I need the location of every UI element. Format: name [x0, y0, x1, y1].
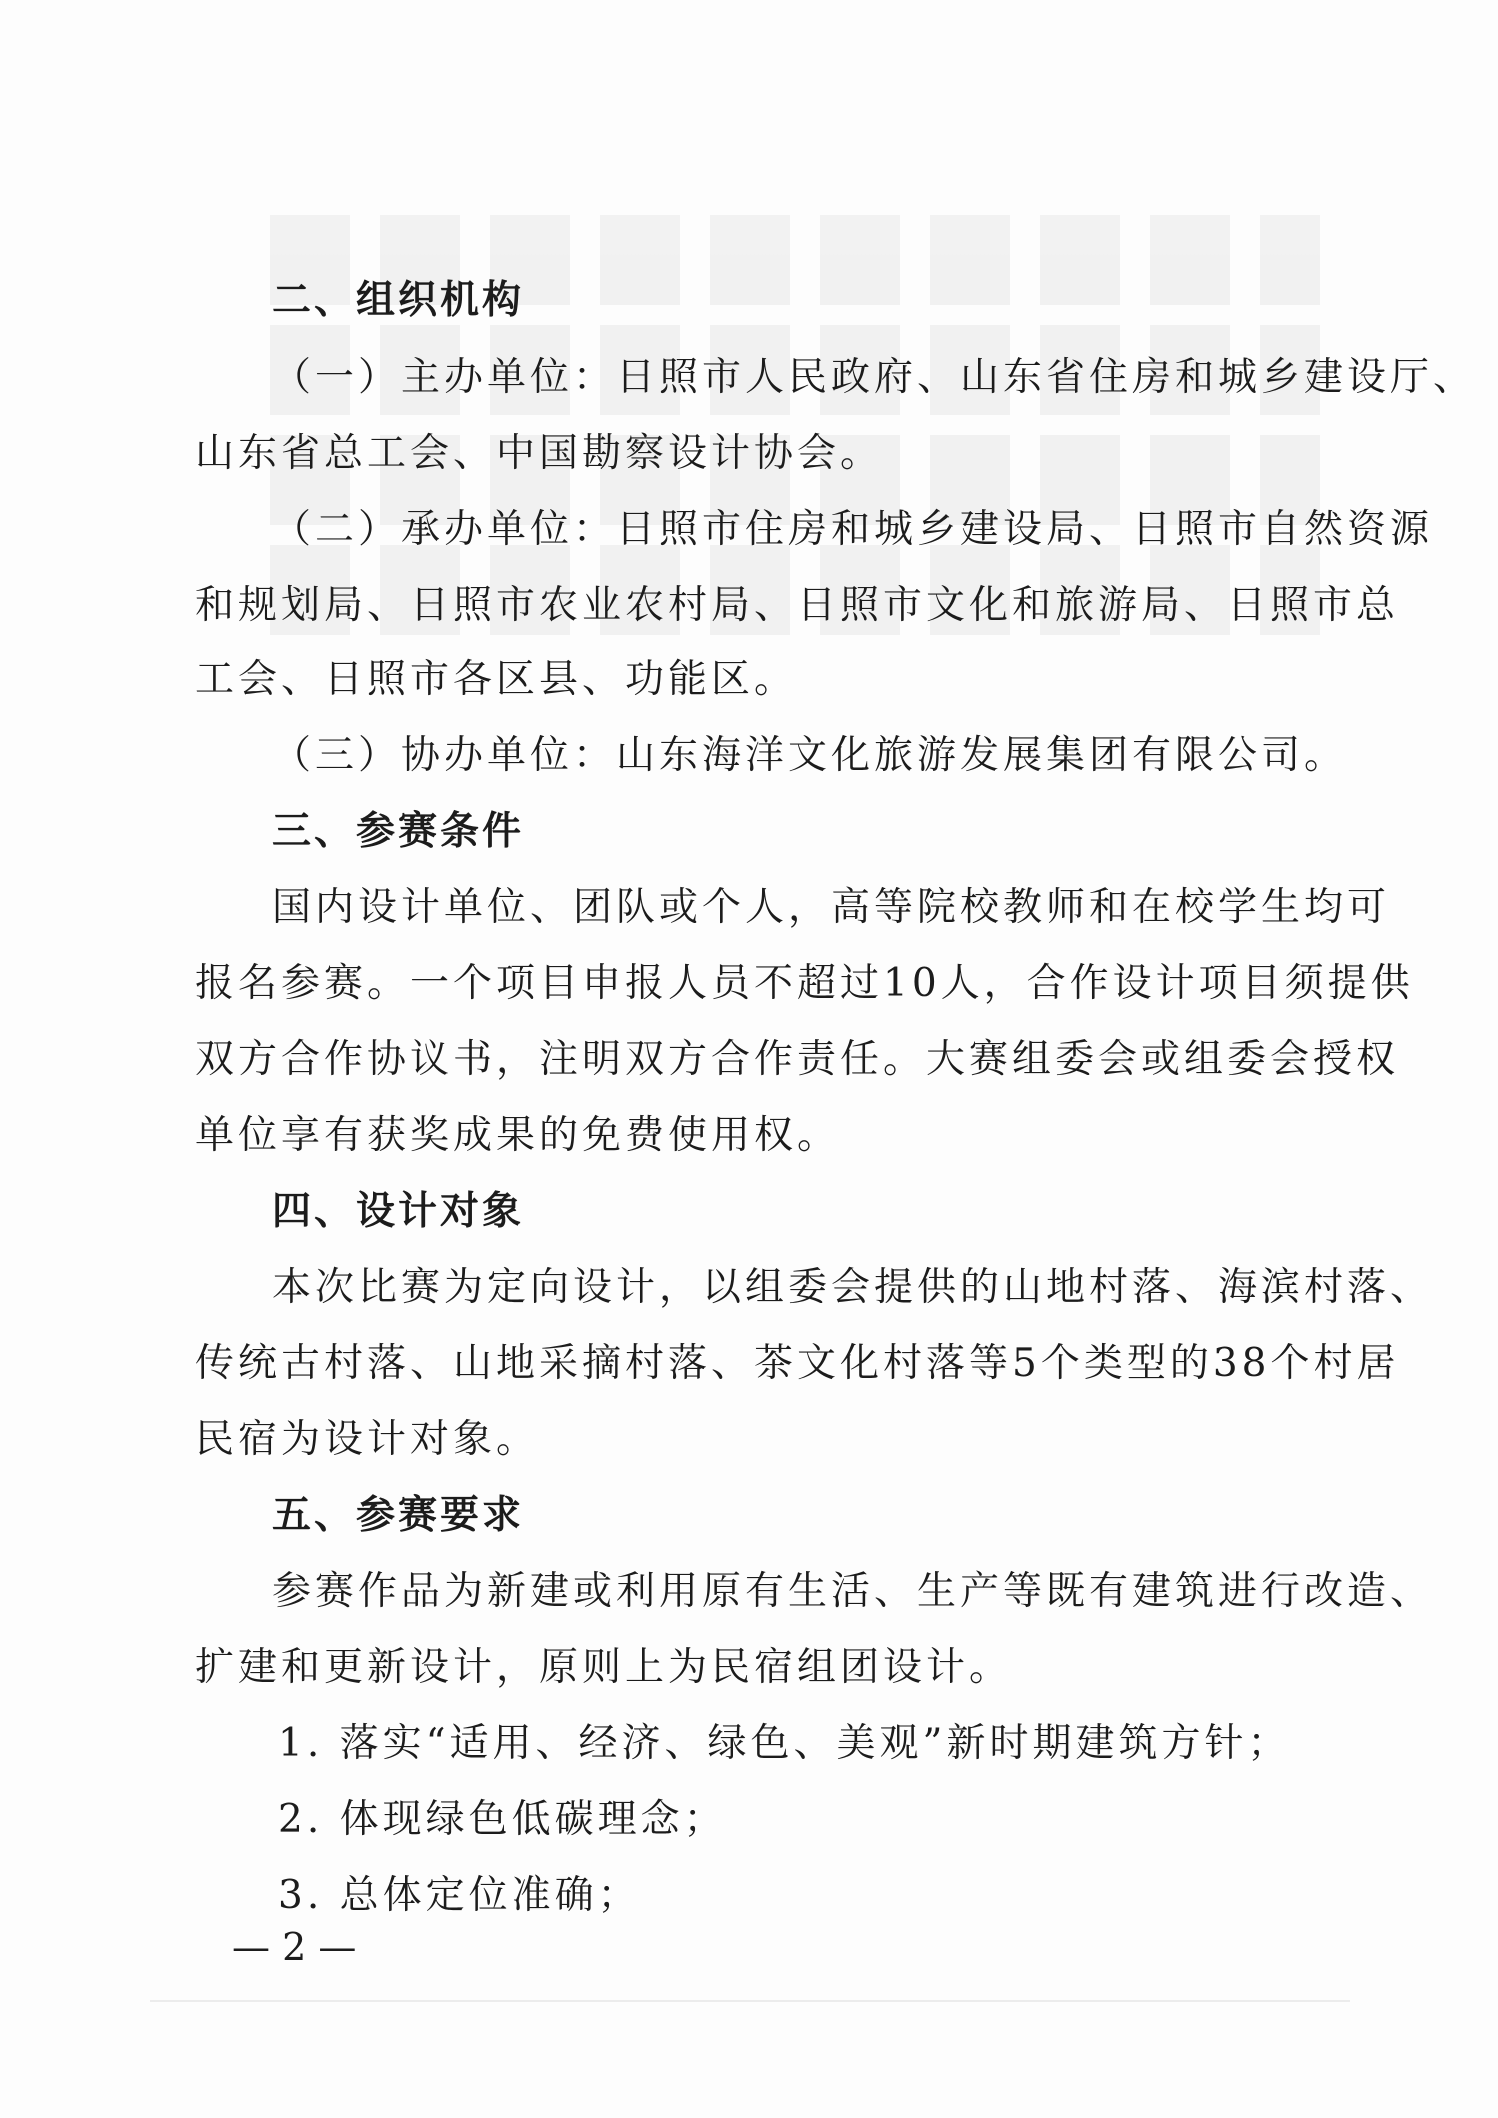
scan-edge-line [150, 2000, 1350, 2002]
requirement-item-1: 1. 落实“适用、经济、绿色、美观”新时期建筑方针； [278, 1721, 1291, 1766]
section-heading-conditions: 三、参赛条件 [272, 809, 525, 854]
objects-line-2: 传统古村落、山地采摘村落、茶文化村落等5个类型的38个村居 [195, 1341, 1400, 1386]
organizer-units-line-1: （二）承办单位：日照市住房和城乡建设局、日照市自然资源 [272, 507, 1434, 552]
host-units-line-2: 山东省总工会、中国勘察设计协会。 [195, 431, 884, 476]
organizer-units-line-3: 工会、日照市各区县、功能区。 [195, 657, 798, 702]
requirement-item-2: 2. 体现绿色低碳理念； [278, 1797, 727, 1842]
co-organizer-line: （三）协办单位：山东海洋文化旅游发展集团有限公司。 [272, 733, 1348, 778]
objects-line-1: 本次比赛为定向设计，以组委会提供的山地村落、海滨村落、 [272, 1265, 1434, 1310]
host-units-line-1: （一）主办单位：日照市人民政府、山东省住房和城乡建设厅、 [272, 355, 1477, 400]
conditions-line-4: 单位享有获奖成果的免费使用权。 [195, 1113, 841, 1158]
conditions-line-2: 报名参赛。一个项目申报人员不超过10人，合作设计项目须提供 [195, 961, 1414, 1006]
page-number: — 2 — [232, 1925, 357, 1969]
requirements-line-1: 参赛作品为新建或利用原有生活、生产等既有建筑进行改造、 [272, 1569, 1434, 1614]
conditions-line-1: 国内设计单位、团队或个人，高等院校教师和在校学生均可 [272, 885, 1391, 930]
objects-line-3: 民宿为设计对象。 [195, 1417, 540, 1462]
section-heading-organization: 二、组织机构 [272, 278, 525, 323]
organizer-units-line-2: 和规划局、日照市农业农村局、日照市文化和旅游局、日照市总 [195, 583, 1400, 628]
requirement-item-3: 3. 总体定位准确； [278, 1873, 641, 1918]
section-heading-design-objects: 四、设计对象 [272, 1189, 525, 1234]
section-heading-requirements: 五、参赛要求 [272, 1493, 525, 1538]
requirements-line-2: 扩建和更新设计，原则上为民宿组团设计。 [195, 1645, 1013, 1690]
conditions-line-3: 双方合作协议书，注明双方合作责任。大赛组委会或组委会授权 [195, 1037, 1400, 1082]
